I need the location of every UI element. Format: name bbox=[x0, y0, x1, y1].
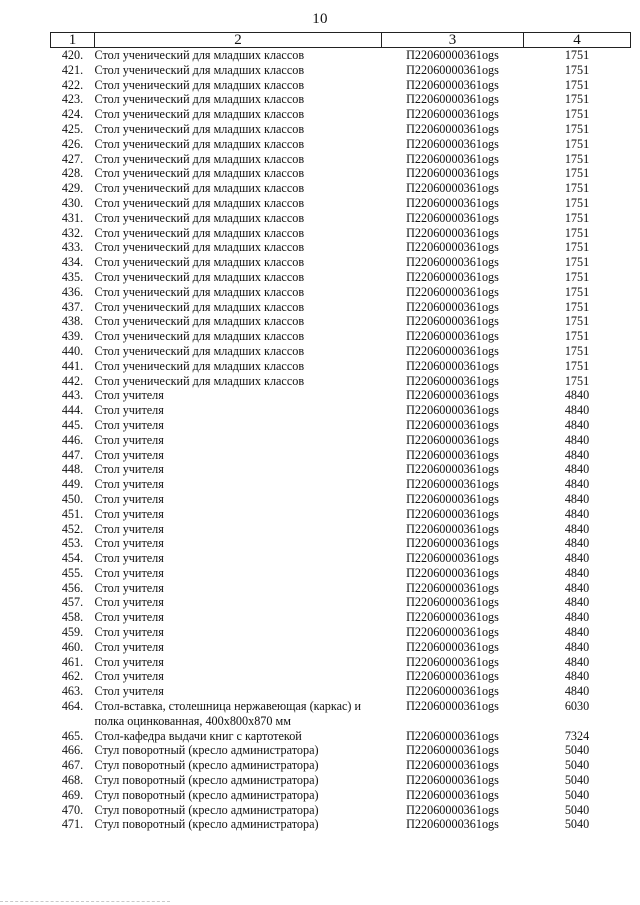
table-row bbox=[51, 788, 631, 803]
table-row bbox=[51, 211, 631, 226]
row-price: 1751 bbox=[564, 343, 590, 358]
row-item-name: Стол учителя bbox=[94, 447, 164, 462]
row-item-name: Стол учителя bbox=[94, 595, 164, 610]
row-number: 444. bbox=[61, 403, 84, 418]
table-row bbox=[51, 507, 631, 522]
row-number: 468. bbox=[61, 773, 84, 788]
table-row bbox=[51, 181, 631, 196]
row-inventory-code: П22060000361ogs bbox=[406, 684, 499, 699]
row-item-name: Стол учителя bbox=[94, 580, 164, 595]
row-inventory-code: П22060000361ogs bbox=[406, 210, 499, 225]
row-price: 1751 bbox=[564, 284, 590, 299]
row-item-name: Стол учителя bbox=[94, 388, 164, 403]
row-number: 458. bbox=[61, 610, 84, 625]
row-number: 426. bbox=[61, 136, 84, 151]
row-price: 4840 bbox=[564, 491, 590, 506]
row-item-name: Стол ученический для младших классов bbox=[94, 181, 305, 196]
column-header-price: 4 bbox=[524, 33, 631, 48]
row-inventory-code: П22060000361ogs bbox=[406, 48, 499, 62]
row-inventory-code: П22060000361ogs bbox=[406, 151, 499, 166]
row-inventory-code: П22060000361ogs bbox=[406, 536, 499, 551]
row-item-name: Стул поворотный (кресло администратора) bbox=[94, 817, 319, 832]
table-row bbox=[51, 403, 631, 418]
row-number: 463. bbox=[61, 684, 84, 699]
table-row bbox=[51, 78, 631, 93]
row-item-name: Стул поворотный (кресло администратора) bbox=[94, 773, 319, 788]
row-inventory-code: П22060000361ogs bbox=[406, 77, 499, 92]
row-item-name: Стол ученический для младших классов bbox=[94, 329, 305, 344]
table-row bbox=[51, 743, 631, 758]
row-price: 1751 bbox=[564, 166, 590, 181]
table-row bbox=[51, 758, 631, 773]
row-item-name: Стол учителя bbox=[94, 625, 164, 640]
row-item-name: Стол учителя bbox=[94, 639, 164, 654]
row-item-name: Стол учителя bbox=[94, 477, 164, 492]
row-inventory-code: П22060000361ogs bbox=[406, 595, 499, 610]
row-price: 1751 bbox=[564, 136, 590, 151]
row-inventory-code: П22060000361ogs bbox=[406, 787, 499, 802]
row-inventory-code: П22060000361ogs bbox=[406, 255, 499, 270]
row-inventory-code: П22060000361ogs bbox=[406, 462, 499, 477]
row-price: 4840 bbox=[564, 432, 590, 447]
table-row bbox=[51, 477, 631, 492]
row-inventory-code: П22060000361ogs bbox=[406, 358, 499, 373]
table-row bbox=[51, 107, 631, 122]
row-inventory-code: П22060000361ogs bbox=[406, 373, 499, 388]
row-inventory-code: П22060000361ogs bbox=[406, 580, 499, 595]
row-number: 430. bbox=[61, 195, 84, 210]
row-inventory-code: П22060000361ogs bbox=[406, 388, 499, 403]
row-number: 442. bbox=[61, 373, 84, 388]
row-price: 1751 bbox=[564, 240, 590, 255]
inventory-table bbox=[50, 32, 631, 832]
row-number: 455. bbox=[61, 565, 84, 580]
row-number: 465. bbox=[61, 728, 84, 743]
row-price: 7324 bbox=[564, 728, 590, 743]
row-inventory-code: П22060000361ogs bbox=[406, 92, 499, 107]
row-item-name: Стол ученический для младших классов bbox=[94, 48, 305, 62]
table-row bbox=[51, 285, 631, 300]
row-price: 5040 bbox=[564, 787, 590, 802]
row-price: 4840 bbox=[564, 388, 590, 403]
table-row bbox=[51, 433, 631, 448]
row-price: 1751 bbox=[564, 210, 590, 225]
row-item-name: Стол учителя bbox=[94, 684, 164, 699]
row-item-name: Стол ученический для младших классов bbox=[94, 195, 305, 210]
row-inventory-code: П22060000361ogs bbox=[406, 654, 499, 669]
row-number: 452. bbox=[61, 521, 84, 536]
row-number: 434. bbox=[61, 255, 84, 270]
row-item-name: Стол ученический для младших классов bbox=[94, 62, 305, 77]
row-item-name: Стол учителя bbox=[94, 669, 164, 684]
row-inventory-code: П22060000361ogs bbox=[406, 625, 499, 640]
table-row bbox=[51, 255, 631, 270]
row-inventory-code: П22060000361ogs bbox=[406, 314, 499, 329]
row-price: 4840 bbox=[564, 654, 590, 669]
row-price: 1751 bbox=[564, 151, 590, 166]
row-price: 4840 bbox=[564, 417, 590, 432]
row-inventory-code: П22060000361ogs bbox=[406, 417, 499, 432]
row-item-name: Стол ученический для младших классов bbox=[94, 269, 305, 284]
row-inventory-code: П22060000361ogs bbox=[406, 107, 499, 122]
row-inventory-code: П22060000361ogs bbox=[406, 447, 499, 462]
row-price: 1751 bbox=[564, 77, 590, 92]
row-inventory-code: П22060000361ogs bbox=[406, 699, 499, 714]
row-number: 449. bbox=[61, 477, 84, 492]
table-row bbox=[51, 684, 631, 699]
table-row bbox=[51, 522, 631, 537]
table-row bbox=[51, 551, 631, 566]
row-number: 454. bbox=[61, 551, 84, 566]
row-inventory-code: П22060000361ogs bbox=[406, 610, 499, 625]
footer-divider bbox=[0, 901, 170, 902]
row-inventory-code: П22060000361ogs bbox=[406, 817, 499, 832]
table-row bbox=[51, 699, 631, 729]
row-number: 464. bbox=[61, 699, 84, 714]
row-item-name: Стол ученический для младших классов bbox=[94, 358, 305, 373]
row-item-name: Стол учителя bbox=[94, 654, 164, 669]
row-price: 1751 bbox=[564, 195, 590, 210]
table-row bbox=[51, 817, 631, 832]
row-item-name: Стол учителя bbox=[94, 462, 164, 477]
table-row bbox=[51, 625, 631, 640]
row-inventory-code: П22060000361ogs bbox=[406, 299, 499, 314]
row-number: 422. bbox=[61, 77, 84, 92]
row-item-name: Стол учителя bbox=[94, 521, 164, 536]
row-price: 1751 bbox=[564, 373, 590, 388]
table-row bbox=[51, 566, 631, 581]
row-price: 1751 bbox=[564, 48, 590, 62]
row-item-name: Стул поворотный (кресло администратора) bbox=[94, 802, 319, 817]
row-inventory-code: П22060000361ogs bbox=[406, 773, 499, 788]
table-row bbox=[51, 63, 631, 78]
table-row bbox=[51, 359, 631, 374]
table-row bbox=[51, 729, 631, 744]
row-number: 428. bbox=[61, 166, 84, 181]
row-inventory-code: П22060000361ogs bbox=[406, 521, 499, 536]
row-inventory-code: П22060000361ogs bbox=[406, 758, 499, 773]
row-item-name: Стол ученический для младших классов bbox=[94, 240, 305, 255]
row-item-name: Стол-кафедра выдачи книг с картотекой bbox=[94, 728, 302, 743]
table-row bbox=[51, 374, 631, 389]
row-inventory-code: П22060000361ogs bbox=[406, 181, 499, 196]
table-row bbox=[51, 669, 631, 684]
table-row bbox=[51, 152, 631, 167]
row-price: 4840 bbox=[564, 639, 590, 654]
row-item-name: Стол ученический для младших классов bbox=[94, 314, 305, 329]
table-row bbox=[51, 640, 631, 655]
table-row bbox=[51, 581, 631, 596]
row-number: 471. bbox=[61, 817, 84, 832]
row-price: 4840 bbox=[564, 447, 590, 462]
row-inventory-code: П22060000361ogs bbox=[406, 551, 499, 566]
table-row bbox=[51, 388, 631, 403]
row-price: 4840 bbox=[564, 536, 590, 551]
row-price: 5040 bbox=[564, 802, 590, 817]
table-row bbox=[51, 773, 631, 788]
row-item-name: Стол ученический для младших классов bbox=[94, 225, 305, 240]
table-row bbox=[51, 166, 631, 181]
row-price: 5040 bbox=[564, 758, 590, 773]
row-inventory-code: П22060000361ogs bbox=[406, 121, 499, 136]
row-item-name: Стол ученический для младших классов bbox=[94, 373, 305, 388]
row-number: 439. bbox=[61, 329, 84, 344]
table-row bbox=[51, 314, 631, 329]
row-item-name: Стол-вставка, столешница нержавеющая (каркас) и полка оцинкованная, 400x800x870 мм bbox=[94, 699, 362, 728]
row-item-name: Стол ученический для младших классов bbox=[94, 77, 305, 92]
table-row bbox=[51, 48, 631, 63]
row-price: 4840 bbox=[564, 565, 590, 580]
row-item-name: Стол ученический для младших классов bbox=[94, 166, 305, 181]
row-price: 1751 bbox=[564, 255, 590, 270]
row-item-name: Стол учителя bbox=[94, 432, 164, 447]
table-row bbox=[51, 492, 631, 507]
row-inventory-code: П22060000361ogs bbox=[406, 403, 499, 418]
row-item-name: Стол ученический для младших классов bbox=[94, 343, 305, 358]
row-number: 421. bbox=[61, 62, 84, 77]
table-row bbox=[51, 418, 631, 433]
row-number: 457. bbox=[61, 595, 84, 610]
row-number: 425. bbox=[61, 121, 84, 136]
table-row bbox=[51, 300, 631, 315]
table-row bbox=[51, 595, 631, 610]
row-inventory-code: П22060000361ogs bbox=[406, 506, 499, 521]
row-inventory-code: П22060000361ogs bbox=[406, 62, 499, 77]
row-number: 435. bbox=[61, 269, 84, 284]
row-inventory-code: П22060000361ogs bbox=[406, 491, 499, 506]
table-row bbox=[51, 122, 631, 137]
row-number: 429. bbox=[61, 181, 84, 196]
row-inventory-code: П22060000361ogs bbox=[406, 166, 499, 181]
row-price: 1751 bbox=[564, 269, 590, 284]
row-number: 443. bbox=[61, 388, 84, 403]
row-item-name: Стол ученический для младших классов bbox=[94, 210, 305, 225]
row-price: 5040 bbox=[564, 773, 590, 788]
row-number: 432. bbox=[61, 225, 84, 240]
table-row bbox=[51, 462, 631, 477]
row-inventory-code: П22060000361ogs bbox=[406, 802, 499, 817]
row-price: 4840 bbox=[564, 625, 590, 640]
row-number: 450. bbox=[61, 491, 84, 506]
row-price: 4840 bbox=[564, 521, 590, 536]
row-price: 1751 bbox=[564, 225, 590, 240]
row-price: 4840 bbox=[564, 551, 590, 566]
row-inventory-code: П22060000361ogs bbox=[406, 136, 499, 151]
row-item-name: Стол учителя bbox=[94, 491, 164, 506]
row-item-name: Стол учителя bbox=[94, 565, 164, 580]
row-price: 1751 bbox=[564, 314, 590, 329]
row-price: 4840 bbox=[564, 669, 590, 684]
table-row bbox=[51, 536, 631, 551]
row-number: 453. bbox=[61, 536, 84, 551]
row-item-name: Стол учителя bbox=[94, 417, 164, 432]
row-inventory-code: П22060000361ogs bbox=[406, 639, 499, 654]
row-price: 4840 bbox=[564, 506, 590, 521]
row-item-name: Стол ученический для младших классов bbox=[94, 136, 305, 151]
row-number: 451. bbox=[61, 506, 84, 521]
row-price: 4840 bbox=[564, 580, 590, 595]
row-item-name: Стол учителя bbox=[94, 403, 164, 418]
row-price: 1751 bbox=[564, 358, 590, 373]
row-item-name: Стол ученический для младших классов bbox=[94, 299, 305, 314]
row-number: 456. bbox=[61, 580, 84, 595]
row-inventory-code: П22060000361ogs bbox=[406, 195, 499, 210]
row-inventory-code: П22060000361ogs bbox=[406, 565, 499, 580]
table-row bbox=[51, 92, 631, 107]
row-inventory-code: П22060000361ogs bbox=[406, 329, 499, 344]
table-row bbox=[51, 448, 631, 463]
row-price: 4840 bbox=[564, 462, 590, 477]
row-price: 4840 bbox=[564, 403, 590, 418]
row-number: 427. bbox=[61, 151, 84, 166]
row-item-name: Стул поворотный (кресло администратора) bbox=[94, 758, 319, 773]
row-price: 5040 bbox=[564, 817, 590, 832]
row-inventory-code: П22060000361ogs bbox=[406, 269, 499, 284]
row-price: 4840 bbox=[564, 595, 590, 610]
row-item-name: Стол ученический для младших классов bbox=[94, 92, 305, 107]
table-row bbox=[51, 655, 631, 670]
row-price: 4840 bbox=[564, 477, 590, 492]
row-item-name: Стул поворотный (кресло администратора) bbox=[94, 787, 319, 802]
page-number: 10 bbox=[312, 11, 328, 27]
row-number: 459. bbox=[61, 625, 84, 640]
row-inventory-code: П22060000361ogs bbox=[406, 240, 499, 255]
row-number: 433. bbox=[61, 240, 84, 255]
table-row bbox=[51, 196, 631, 211]
row-item-name: Стул поворотный (кресло администратора) bbox=[94, 743, 319, 758]
column-header-number: 1 bbox=[51, 33, 95, 48]
table-row bbox=[51, 803, 631, 818]
row-item-name: Стол учителя bbox=[94, 536, 164, 551]
row-price: 1751 bbox=[564, 92, 590, 107]
row-inventory-code: П22060000361ogs bbox=[406, 432, 499, 447]
row-inventory-code: П22060000361ogs bbox=[406, 343, 499, 358]
row-number: 440. bbox=[61, 343, 84, 358]
row-inventory-code: П22060000361ogs bbox=[406, 728, 499, 743]
row-price: 1751 bbox=[564, 329, 590, 344]
table-body bbox=[51, 48, 631, 833]
table-row bbox=[51, 226, 631, 241]
row-price: 5040 bbox=[564, 743, 590, 758]
row-number: 447. bbox=[61, 447, 84, 462]
row-price: 1751 bbox=[564, 181, 590, 196]
row-inventory-code: П22060000361ogs bbox=[406, 284, 499, 299]
table-row bbox=[51, 270, 631, 285]
table-row bbox=[51, 610, 631, 625]
table-row bbox=[51, 240, 631, 255]
row-price: 4840 bbox=[564, 610, 590, 625]
table-row bbox=[51, 344, 631, 359]
row-number: 436. bbox=[61, 284, 84, 299]
row-item-name: Стол учителя bbox=[94, 610, 164, 625]
row-number: 470. bbox=[61, 802, 84, 817]
row-number: 438. bbox=[61, 314, 84, 329]
row-item-name: Стол учителя bbox=[94, 506, 164, 521]
row-inventory-code: П22060000361ogs bbox=[406, 669, 499, 684]
row-item-name: Стол ученический для младших классов bbox=[94, 121, 305, 136]
row-inventory-code: П22060000361ogs bbox=[406, 477, 499, 492]
row-inventory-code: П22060000361ogs bbox=[406, 743, 499, 758]
row-item-name: Стол ученический для младших классов bbox=[94, 151, 305, 166]
row-inventory-code: П22060000361ogs bbox=[406, 225, 499, 240]
row-price: 1751 bbox=[564, 121, 590, 136]
row-number: 462. bbox=[61, 669, 84, 684]
row-number: 461. bbox=[61, 654, 84, 669]
row-item-name: Стол учителя bbox=[94, 551, 164, 566]
row-price: 1751 bbox=[564, 62, 590, 77]
row-number: 437. bbox=[61, 299, 84, 314]
table-row bbox=[51, 137, 631, 152]
row-number: 420. bbox=[61, 48, 84, 62]
row-number: 448. bbox=[61, 462, 84, 477]
row-item-name: Стол ученический для младших классов bbox=[94, 255, 305, 270]
row-number: 466. bbox=[61, 743, 84, 758]
row-number: 441. bbox=[61, 358, 84, 373]
row-item-name: Стол ученический для младших классов bbox=[94, 284, 305, 299]
row-price: 1751 bbox=[564, 299, 590, 314]
table-row bbox=[51, 329, 631, 344]
column-header-code: 3 bbox=[382, 33, 524, 48]
table-header-row bbox=[51, 33, 631, 48]
row-number: 467. bbox=[61, 758, 84, 773]
row-number: 424. bbox=[61, 107, 84, 122]
row-number: 423. bbox=[61, 92, 84, 107]
row-number: 431. bbox=[61, 210, 84, 225]
row-price: 6030 bbox=[564, 699, 590, 714]
row-number: 469. bbox=[61, 787, 84, 802]
row-price: 4840 bbox=[564, 684, 590, 699]
row-item-name: Стол ученический для младших классов bbox=[94, 107, 305, 122]
row-number: 446. bbox=[61, 432, 84, 447]
row-price: 1751 bbox=[564, 107, 590, 122]
row-number: 460. bbox=[61, 639, 84, 654]
column-header-name: 2 bbox=[95, 33, 382, 48]
row-number: 445. bbox=[61, 417, 84, 432]
